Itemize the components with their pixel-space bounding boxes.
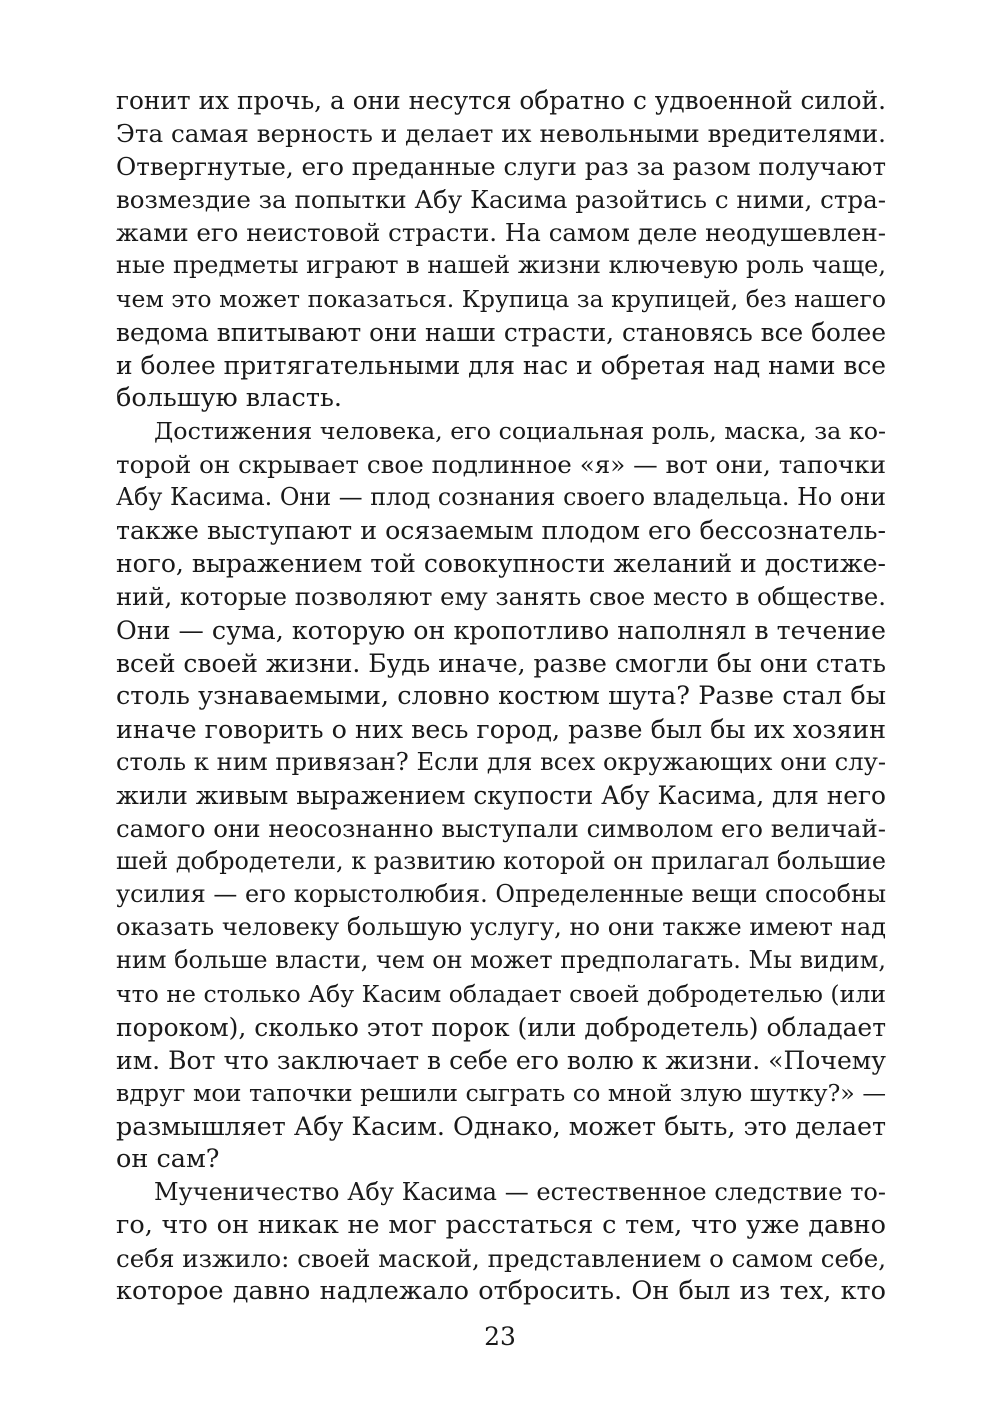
text-line: жами его неистовой страсти. На самом деле неодушевлен- <box>116 218 886 248</box>
text-line: гонит их прочь, а они несутся обратно с удвоенной силой. <box>116 86 886 115</box>
text-line: всей своей жизни. Будь иначе, разве смогли бы они стать <box>116 648 886 678</box>
text-line: Мученичество Абу Касима — естественное следствие то- <box>154 1178 886 1207</box>
text-line: столь узнаваемыми, словно костюм шута? Разве стал бы <box>116 680 886 711</box>
text-line: которое давно надлежало отбросить. Он был из тех, кто <box>116 1276 886 1307</box>
paragraph <box>116 415 886 1176</box>
text-line: столь к ним привязан? Если для всех окружающих они слу- <box>116 747 886 776</box>
text-line: Отвергнутые, его преданные слуги раз за разом получают <box>116 152 886 182</box>
text-line: также выступают и осязаемым плодом его бессознатель- <box>116 516 886 546</box>
page-number: 23 <box>484 1322 516 1351</box>
text-line: ного, выражением той совокупности желаний и достиже- <box>116 549 886 579</box>
text-line: усилия — его корыстолюбия. Определенные вещи способны <box>116 880 886 909</box>
text-line: шей добродетели, к развитию которой он прилагал большие <box>116 847 886 876</box>
text-line: размышляет Абу Касим. Однако, может быть, это делает <box>116 1110 886 1141</box>
text-line: Они — сума, которую он кропотливо наполнял в течение <box>116 615 886 645</box>
text-line: оказать человеку большую услугу, но они также имеют над <box>116 913 886 942</box>
text-line: он сам? <box>116 1144 220 1174</box>
text-line: вдруг мои тапочки решили сыграть со мной злую шутку?» — <box>116 1078 886 1107</box>
text-line: возмездие за попытки Абу Касима разойтись с ними, стра- <box>116 185 886 215</box>
text-line: ний, которые позволяют ему занять свое место в обществе. <box>116 582 886 612</box>
text-line: ные предметы играют в нашей жизни ключевую роль чаще, <box>116 251 886 280</box>
text-line: ведома впитывают они наши страсти, становясь все более <box>116 317 886 347</box>
text-line: Достижения человека, его социальная роль, маска, за ко- <box>154 416 886 445</box>
text-line: иначе говорить о них весь город, разве был бы их хозяин <box>116 713 886 744</box>
text-line: и более притягательными для нас и обретая над нами все <box>116 350 886 380</box>
text-line: чем это может показаться. Крупица за крупицей, без нашего <box>116 284 886 313</box>
text-line: Эта самая верность и делает их невольными вредителями. <box>116 119 886 149</box>
text-line: самого они неосознанно выступали символом его величай- <box>116 814 886 844</box>
text-line: большую власть. <box>116 382 342 413</box>
text-line: пороком), сколько этот порок (или добродетель) обладает <box>116 1012 886 1042</box>
paragraph <box>116 1176 886 1308</box>
text-line: торой он скрывает свое подлинное «я» — вот они, тапочки <box>116 450 886 480</box>
text-line: что не столько Абу Касим обладает своей добродетелью (или <box>116 979 886 1008</box>
text-line: Абу Касима. Они — плод сознания своего владельца. Но они <box>116 483 886 512</box>
text-line: го, что он никак не мог расстаться с тем, что уже давно <box>116 1210 886 1241</box>
paragraph <box>116 84 886 415</box>
body-text <box>116 84 886 1308</box>
text-line: ним больше власти, чем он может предполагать. Мы видим, <box>116 946 886 975</box>
text-line: себя изжило: своей маской, представлением о самом себе, <box>116 1244 886 1274</box>
text-line: им. Вот что заключает в себе его волю к жизни. «Почему <box>116 1045 886 1075</box>
text-line: жили живым выражением скупости Абу Касима, для него <box>116 780 886 810</box>
